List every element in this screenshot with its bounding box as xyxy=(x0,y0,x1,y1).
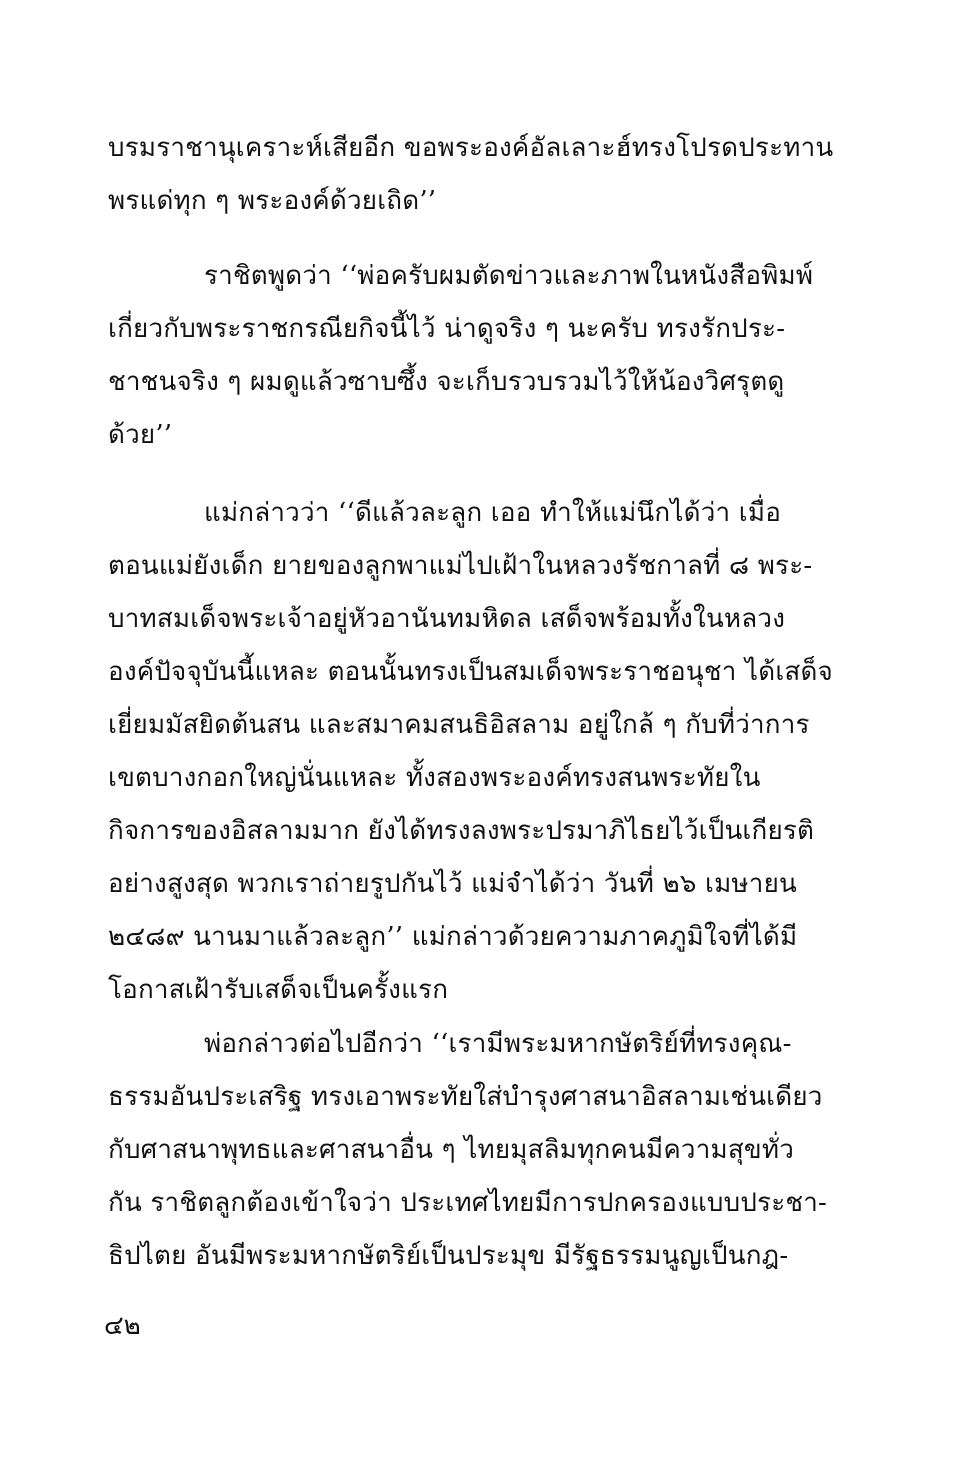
text-line: พ่อกล่าวต่อไปอีกว่า ‘‘เรามีพระมหากษัตริย์ที่ทรงคุณ- xyxy=(204,1029,792,1059)
text-line: ธิปไตย อันมีพระมหากษัตริย์เป็นประมุข มีรัฐธรรมนูญเป็นกฎ- xyxy=(108,1241,789,1271)
text-line: ชาชนจริง ๆ ผมดูแล้วซาบซึ้ง จะเก็บรวบรวมไว้ให้น้องวิศรุตดู xyxy=(108,367,785,397)
text-line: ตอนแม่ยังเด็ก ยายของลูกพาแม่ไปเฝ้าในหลวงรัชกาลที่ ๘ พระ- xyxy=(108,551,813,581)
text-line: กับศาสนาพุทธและศาสนาอื่น ๆ ไทยมุสลิมทุกคนมีความสุขทั่ว xyxy=(108,1135,795,1165)
text-line: เกี่ยวกับพระราชกรณียกิจนี้ไว้ น่าดูจริง ๆ นะครับ ทรงรักประ- xyxy=(108,314,786,344)
text-line: ด้วย’’ xyxy=(108,420,173,450)
text-line: กิจการของอิสลามมาก ยังได้ทรงลงพระปรมาภิไธยไว้เป็นเกียรติ xyxy=(108,816,815,846)
text-line: บาทสมเด็จพระเจ้าอยู่หัวอานันทมหิดล เสด็จพร้อมทั้งในหลวง xyxy=(108,604,786,634)
text-line: เยี่ยมมัสยิดต้นสน และสมาคมสนธิอิสลาม อยู่ใกล้ ๆ กับที่ว่าการ xyxy=(108,710,810,740)
text-line: ๒๔๘๙ นานมาแล้วละลูก’’ แม่กล่าวด้วยความภาคภูมิใจที่ได้มี xyxy=(108,922,798,952)
text-line: ธรรมอันประเสริฐ ทรงเอาพระทัยใส่บำรุงศาสนาอิสลามเช่นเดียว xyxy=(108,1082,823,1112)
text-line: โอกาสเฝ้ารับเสด็จเป็นครั้งแรก xyxy=(108,975,449,1005)
text-line: พรแด่ทุก ๆ พระองค์ด้วยเถิด’’ xyxy=(108,186,437,216)
text-line: บรมราชานุเคราะห์เสียอีก ขอพระองค์อัลเลาะฮ์ทรงโปรดประทาน xyxy=(108,133,834,163)
text-line: กัน ราชิตลูกต้องเข้าใจว่า ประเทศไทยมีการปกครองแบบประชา- xyxy=(108,1188,828,1218)
text-line: องค์ปัจจุบันนี้แหละ ตอนนั้นทรงเป็นสมเด็จพระราชอนุชา ได้เสด็จ xyxy=(108,657,833,687)
page-number: ๔๒ xyxy=(104,1311,141,1341)
paragraph-4 xyxy=(108,1018,853,1283)
paragraph-1 xyxy=(108,122,853,228)
text-line: อย่างสูงสุด พวกเราถ่ายรูปกันไว้ แม่จำได้ว่า วันที่ ๒๖ เมษายน xyxy=(108,869,797,899)
paragraph-2 xyxy=(108,250,853,462)
text-line: เขตบางกอกใหญ่นั่นแหละ ทั้งสองพระองค์ทรงสนพระทัยใน xyxy=(108,763,761,793)
text-line: แม่กล่าวว่า ‘‘ดีแล้วละลูก เออ ทำให้แม่นึกได้ว่า เมื่อ xyxy=(204,498,782,528)
text-line: ราชิตพูดว่า ‘‘พ่อครับผมตัดข่าวและภาพในหนังสือพิมพ์ xyxy=(204,261,814,291)
paragraph-3 xyxy=(108,487,853,1017)
